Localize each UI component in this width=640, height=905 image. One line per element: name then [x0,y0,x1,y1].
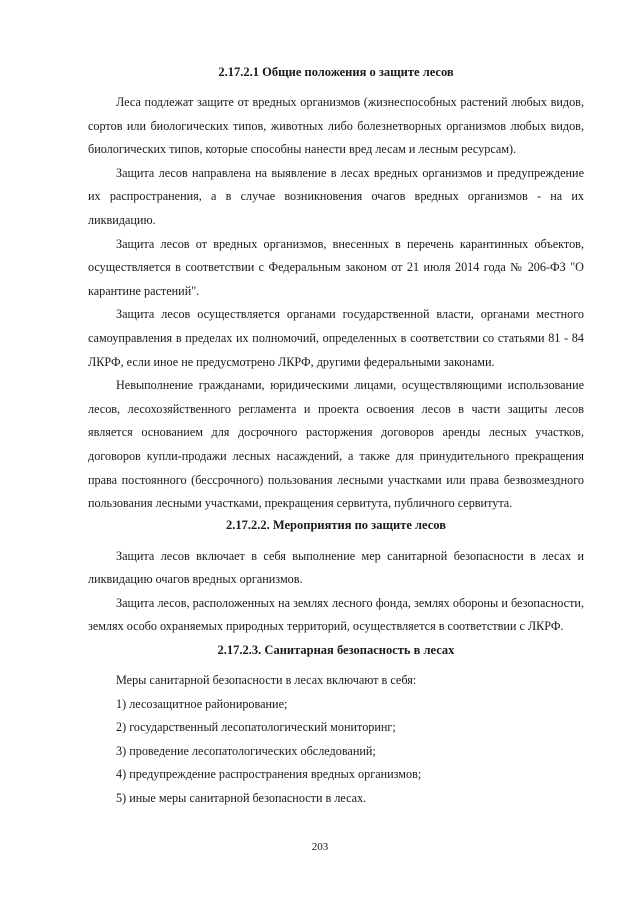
list-item: 2) государственный лесопатологический мониторинг; [116,720,396,735]
list-item: 1) лесозащитное районирование; [116,696,288,711]
paragraph: Леса подлежат защите от вредных организмов (жизнеспособных растений любых видов, сортов или биологических типов, животных либо болезнетворных организмов любых видов, биологических типов, которые способны нанести вред лесам и лесным ресурсам). [88,95,584,157]
paragraph: Защита лесов осуществляется органами государственной власти, органами местного самоуправления в пределах их полномочий, определенных в соответствии со статьями 81 - 84 ЛКРФ, если иное не предусмотрено ЛКРФ, другими федеральными законами. [88,307,584,369]
page-content [88,63,584,811]
paragraph: Защита лесов направлена на выявление в лесах вредных организмов и предупреждение их распространения, а в случае возникновения очагов вредных организмов - на их ликвидацию. [88,165,584,227]
measures-list [88,693,584,811]
paragraph: Защита лесов, расположенных на землях лесного фонда, землях обороны и безопасности, землях особо охраняемых природных территорий, осуществляется в соответствии с ЛКРФ. [88,595,584,634]
paragraph: Невыполнение гражданами, юридическими лицами, осуществляющими использование лесов, лесохозяйственного регламента и проекта освоения лесов в части защиты лесов является основанием для досрочного расторжения договоров аренды лесных участков, договоров купли-продажи лесных насаждений, а также для принудительного прекращения права постоянного (бессрочного) пользования лесными участками или права безвозмездного пользования лесными участками, прекращения сервитута, публичного сервитута. [88,378,584,511]
list-intro: Меры санитарной безопасности в лесах включают в себя: [116,673,417,688]
page-number: 203 [311,841,329,853]
paragraph: Защита лесов от вредных организмов, внесенных в перечень карантинных объектов, осуществляется в соответствии с Федеральным законом от 21 июля 2014 года № 206-ФЗ "О карантине растений". [88,236,584,298]
list-item: 5) иные меры санитарной безопасности в лесах. [116,791,367,806]
section-heading-sanitary-safety: 2.17.2.3. Санитарная безопасность в лесах [217,643,455,658]
paragraph: Защита лесов включает в себя выполнение мер санитарной безопасности в лесах и ликвидацию очагов вредных организмов. [88,548,584,587]
list-item: 3) проведение лесопатологических обследований; [116,743,376,758]
section-heading-general-provisions: 2.17.2.1 Общие положения о защите лесов [218,65,454,79]
section-heading-protection-measures: 2.17.2.2. Мероприятия по защите лесов [226,517,446,532]
list-item: 4) предупреждение распространения вредных организмов; [116,767,422,782]
